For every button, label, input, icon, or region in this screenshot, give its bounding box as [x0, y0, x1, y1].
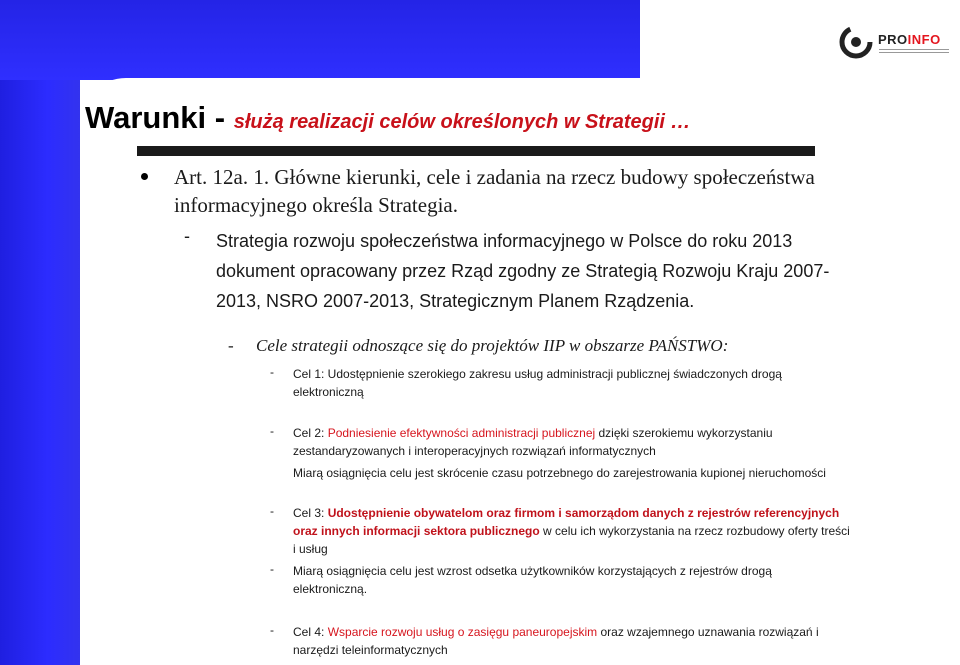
cel3-line-1 — [293, 504, 953, 522]
cel4-dash: - — [270, 623, 274, 637]
measure3-dash: - — [270, 562, 274, 576]
measure3-line-2: elektroniczną. — [293, 582, 368, 596]
strategy-line-1: Strategia rozwoju społeczeństwa informacyjnego w Polsce do roku 2013 — [216, 231, 793, 251]
cel4-line-2: narzędzi teleinformatycznych — [293, 643, 448, 657]
bullet-paragraph — [174, 163, 934, 219]
cel1-dash: - — [270, 365, 274, 379]
logo-swirl-icon — [838, 24, 874, 60]
cel4-highlight: Wsparcie rozwoju usług o zasięgu paneuropejskim — [327, 625, 598, 639]
cel2-prefix: Cel 2: — [293, 426, 328, 440]
blue-side-band — [0, 0, 80, 665]
cel1-line-2: elektroniczną — [293, 385, 364, 399]
logo-text-pro: PRO — [878, 32, 908, 47]
strategy-line-3: 2013, NSRO 2007-2013, Strategicznym Planem Rządzenia. — [216, 291, 695, 311]
blue-top-band — [0, 0, 640, 80]
cel1-block — [293, 365, 953, 401]
cel1-line-1: Cel 1: Udostępnienie szerokiego zakresu usług administracji publicznej świadczonych drogą — [293, 367, 782, 381]
slide-title — [85, 100, 691, 136]
cel4-suffix: oraz wzajemnego uznawania rozwiązań i — [597, 625, 819, 639]
goals-heading: Cele strategii odnoszące się do projektów IIP w obszarze PAŃSTWO: — [256, 336, 729, 355]
cel2-measure: Miarą osiągnięcia celu jest skrócenie czasu potrzebnego do zarejestrowania kupionej nieruchomości — [293, 466, 826, 480]
cel3-suffix: w celu ich wykorzystania na rzecz rozbudowy oferty treści — [539, 524, 850, 538]
strategy-paragraph — [216, 226, 936, 316]
logo-text-info: INFO — [907, 32, 941, 47]
logo-wordmark — [878, 32, 941, 47]
proinfo-logo — [838, 22, 956, 64]
title-main: Warunki - — [85, 100, 234, 135]
cel3-line-2 — [293, 522, 953, 540]
cel2-block — [293, 424, 953, 482]
strategy-dash: - — [184, 226, 190, 246]
measure3-block — [293, 562, 953, 598]
bullet-line-2: informacyjnego określa Strategia. — [174, 193, 458, 217]
cel4-line-1 — [293, 623, 953, 641]
cel2-dash: - — [270, 424, 274, 438]
title-sub: służą realizacji celów określonych w Strategii … — [233, 111, 691, 133]
strategy-line-2: dokument opracowany przez Rząd zgodny ze Strategią Rozwoju Kraju 2007- — [216, 261, 830, 281]
cel3-highlight-2: oraz innych informacji sektora publicznego — [293, 524, 540, 538]
bullet-line-1: Art. 12a. 1. Główne kierunki, cele i zadania na rzecz budowy społeczeństwa — [174, 165, 815, 189]
title-rule — [137, 146, 815, 156]
cel3-highlight-1: Udostępnienie obywatelom oraz firmom i samorządom danych z rejestrów referencyjnych — [327, 506, 840, 520]
cel3-block — [293, 504, 953, 558]
measure3-line-1: Miarą osiągnięcia celu jest wzrost odsetka użytkowników korzystających z rejestrów drogą — [293, 564, 772, 578]
cel2-highlight: Podniesienie efektywności administracji publicznej — [327, 426, 596, 440]
cel4-block — [293, 623, 953, 659]
cel2-suffix: dzięki szerokiemu wykorzystaniu — [595, 426, 773, 440]
bullet-dot — [141, 173, 148, 180]
cel2-line-1 — [293, 424, 953, 442]
cel4-prefix: Cel 4: — [293, 625, 328, 639]
logo-underline — [879, 49, 949, 53]
cel3-prefix: Cel 3: — [293, 506, 328, 520]
cel3-dash: - — [270, 504, 274, 518]
cel2-line-2: zestandaryzowanych i interoperacyjnych rozwiązań informatycznych — [293, 444, 656, 458]
cel3-line-3: i usług — [293, 542, 328, 556]
goals-heading-dash: - — [228, 336, 234, 355]
